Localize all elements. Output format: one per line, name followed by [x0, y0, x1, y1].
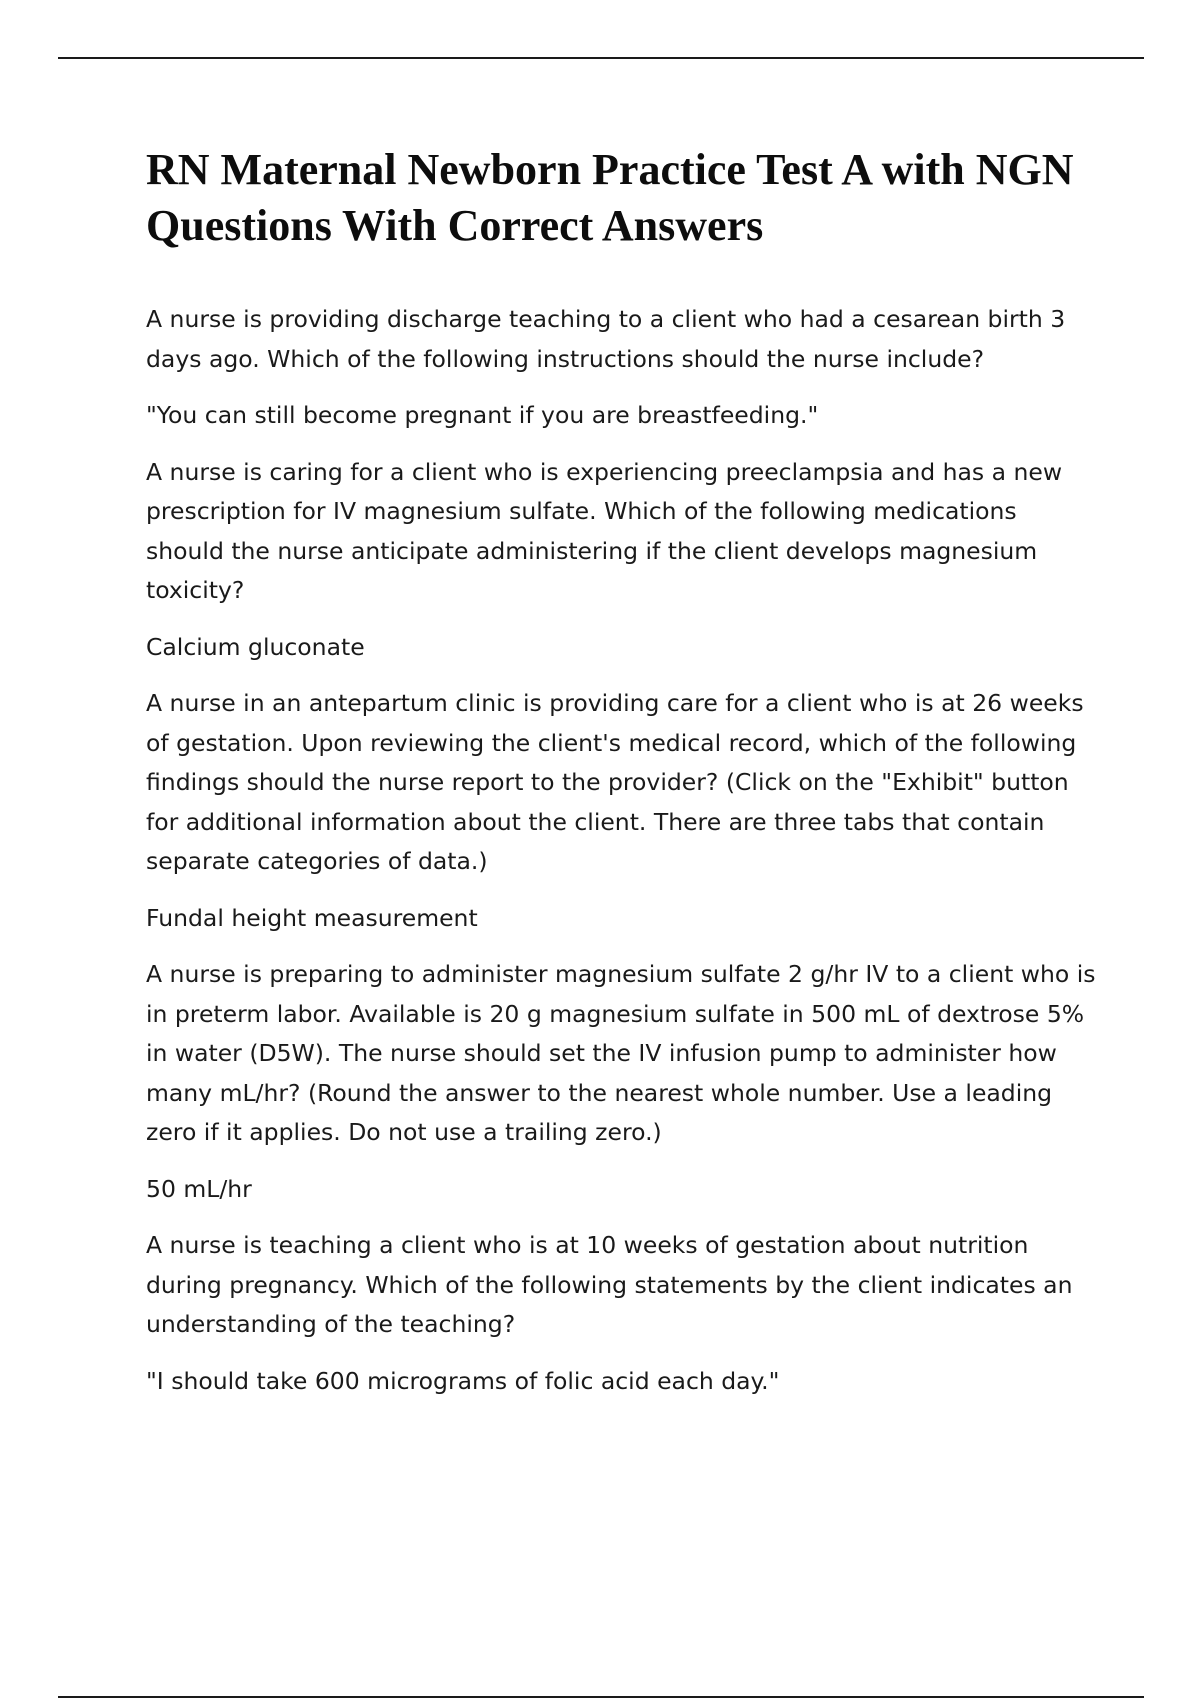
question-text: A nurse is teaching a client who is at 10 weeks of gestation about nutrition during pregnancy. Which of the following statements by the client indicates an understanding of the teaching? — [146, 1231, 1073, 1338]
qa-list — [146, 300, 1096, 1401]
qa-item — [146, 955, 1096, 1209]
question-text: A nurse is caring for a client who is experiencing preeclampsia and has a new prescription for IV magnesium sulfate. Which of the following medications should the nurse anticipate administering if the client develops magnesium toxicity? — [146, 457, 1063, 604]
document-body — [146, 142, 1096, 1418]
top-divider — [58, 57, 1144, 59]
answer-text: "You can still become pregnant if you are breastfeeding." — [146, 401, 819, 429]
answer-text: "I should take 600 micrograms of folic acid each day." — [146, 1366, 780, 1395]
question-text: A nurse in an antepartum clinic is providing care for a client who is at 26 weeks of gestation. Upon reviewing the client's medical record, which of the following findings should the nurse report to the provider? (Click on the "Exhibit" button for additional information about the client. There are three tabs that contain separate categories of data.) — [146, 689, 1084, 875]
qa-item — [146, 300, 1096, 436]
answer-text: 50 mL/hr — [146, 1174, 252, 1203]
document-title: RN Maternal Newborn Practice Test A with NGN Questions With Correct Answers — [146, 145, 1074, 250]
answer-text: Calcium gluconate — [146, 632, 365, 661]
bottom-divider — [58, 1696, 1144, 1698]
qa-item — [146, 453, 1096, 668]
qa-item — [146, 1226, 1096, 1401]
question-text: A nurse is providing discharge teaching to a client who had a cesarean birth 3 days ago. Which of the following instructions should the nurse include? — [146, 305, 1066, 373]
answer-text: Fundal height measurement — [146, 903, 478, 932]
qa-item — [146, 684, 1096, 938]
question-text: A nurse is preparing to administer magnesium sulfate 2 g/hr IV to a client who is in preterm labor. Available is 20 g magnesium sulfate in 500 mL of dextrose 5% in water (D5W). The nurse should set the IV infusion pump to administer how many mL/hr? (Round the answer to the nearest whole number. Use a leading zero if it applies. Do not use a trailing zero.) — [146, 960, 1096, 1146]
